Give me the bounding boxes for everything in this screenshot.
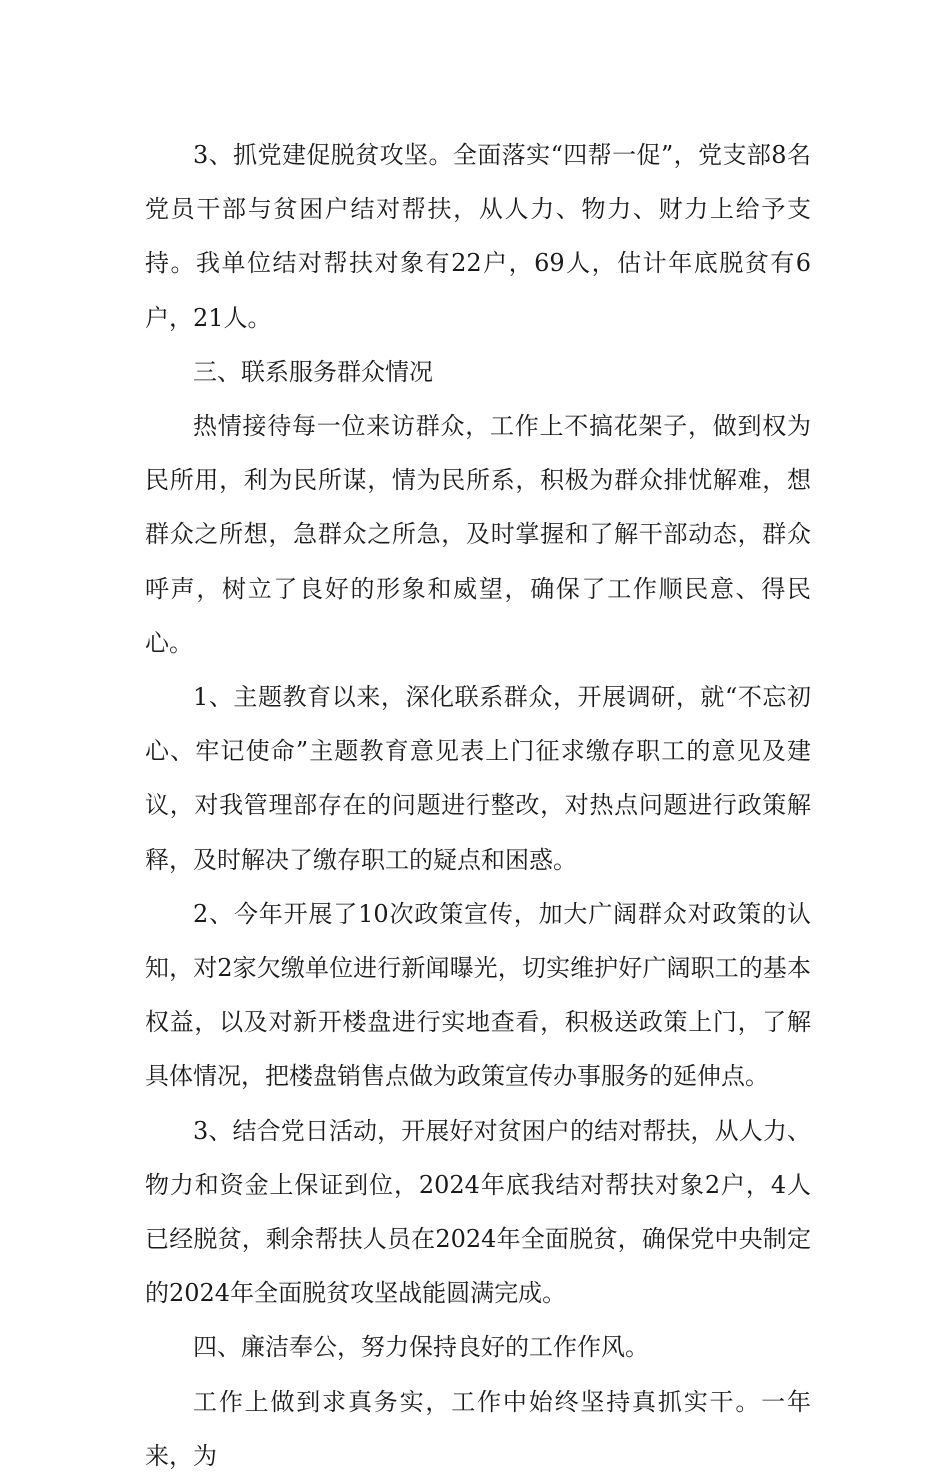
paragraph-reception: 热情接待每一位来访群众，工作上不搞花架子，做到权为民所用，利为民所谋，情为民所系，积极为群众排忧解难，想群众之所想，急群众之所急，及时掌握和了解干部动态，群众呼声，树立了良好的形象和威望，确保了工作顺民意、得民心。 bbox=[145, 412, 811, 657]
section-heading-integrity: 四、廉洁奉公，努力保持良好的工作作风。 bbox=[193, 1333, 649, 1362]
section-heading-contact-service: 三、联系服务群众情况 bbox=[193, 357, 433, 386]
document-body bbox=[145, 128, 811, 1483]
paragraph-policy-publicity: 2、今年开展了10次政策宣传，加大广阔群众对政策的认知，对2家欠缴单位进行新闻曝光，切实维护好广阔职工的基本权益，以及对新开楼盘进行实地查看，积极送政策上门，了解具体情况，把楼盘销售点做为政策宣传办事服务的延伸点。 bbox=[145, 899, 811, 1091]
paragraph-party-day: 3、结合党日活动，开展好对贫困户的结对帮扶，从人力、物力和资金上保证到位，2024年底我结对帮扶对象2户，4人已经脱贫，剩余帮扶人员在2024年全面脱贫，确保党中央制定的2024年全面脱贫攻坚战能圆满完成。 bbox=[145, 1116, 811, 1308]
paragraph-theme-education: 1、主题教育以来，深化联系群众，开展调研，就“不忘初心、牢记使命”主题教育意见表上门征求缴存职工的意见及建议，对我管理部存在的问题进行整改，对热点问题进行政策解释，及时解决了缴存职工的疑点和困惑。 bbox=[145, 683, 811, 874]
paragraph-poverty-alleviation: 3、抓党建促脱贫攻坚。全面落实“四帮一促”，党支部8名党员干部与贫困户结对帮扶，从人力、物力、财力上给予支持。我单位结对帮扶对象有22户，69人，估计年底脱贫有6户，21人。 bbox=[145, 141, 811, 332]
paragraph-work-style: 工作上做到求真务实，工作中始终坚持真抓实干。一年来，为 bbox=[145, 1387, 811, 1470]
